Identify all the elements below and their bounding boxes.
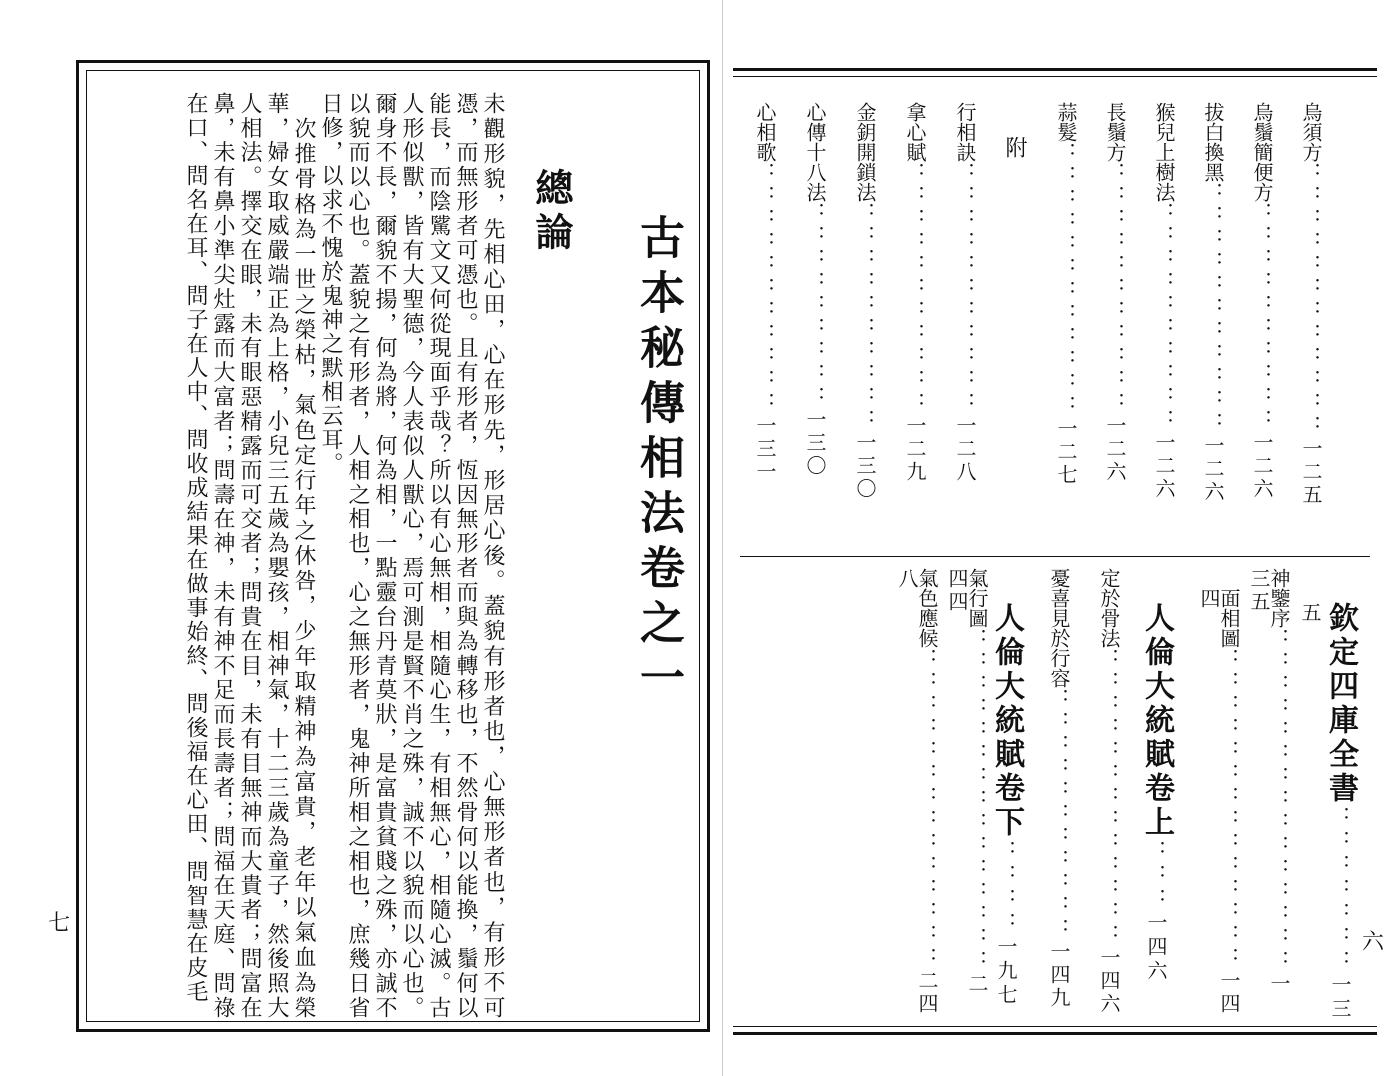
right-page-number: 六: [1362, 930, 1385, 955]
body-text: [114, 92, 506, 1020]
bottom-rule-thin: [733, 1026, 1377, 1027]
toc-item: 神鑒序：：：：：：：：：：：：：：：一三五: [1247, 568, 1291, 996]
toc-item: 拔白換黑：：：：：：：：：：：一二六: [1201, 102, 1225, 504]
left-page-number: 七: [48, 911, 71, 936]
toc-item: 蒜髮：：：：：：：：：：：：一二七: [1054, 102, 1078, 487]
toc-item: 烏鬚簡便方：：：：：：：：：：一二六: [1250, 102, 1274, 501]
top-rule-thin: [733, 76, 1377, 77]
paragraph-2: 次推骨格為一世之榮枯，氣色定行年之休咎，少年取精神為富貴，老年以氣血為榮華，婦女取威嚴端正為上格，小兒三五歲為嬰孩，相神氣，十二三歲為童子，然後照大人相法。擇交在眼，未有眼惡精露而可交者；問貴在目，未有目無神而大貴者；問富在鼻，未有鼻小準尖灶露而大富者；問壽在神，未有神不足而長壽者；問福在天庭、問祿在口、問名在耳、問子在人中、問收成結果在做事始終、問後福在心田、問智慧在皮毛: [183, 92, 316, 1021]
top-rule: [733, 68, 1377, 71]
toc-item: 猴兒上樹法：：：：：：：：：：一二六: [1152, 102, 1176, 501]
volume-lower-title: 人倫大統賦卷下：：：：一九七: [989, 602, 1024, 1008]
appendix-heading: 附: [1002, 136, 1027, 158]
toc-item: 憂喜見於行容：：：：：：：：：：：一四九: [1047, 568, 1071, 1010]
toc-item: 定於骨法：：：：：：：：：：：：：一四六: [1097, 568, 1121, 1016]
section-divider: [740, 556, 1370, 557]
toc-item: 烏須方：：：：：：：：：：：：一二五: [1299, 102, 1323, 507]
chapter-title: 古本秘傳相法卷之一: [632, 214, 685, 709]
toc-item: 拿心賦：：：：：：：：：：：一二九: [903, 102, 927, 484]
paragraph-1: 未觀形貌，先相心田，心在形先，形居心後。蓋貌有形者也，心無形者也，有形不可憑，而無形者可憑也。且有形者，恆因無形者而與為轉移也，不然骨何以能換，鬚何以能長，而陰騭文又何從現面乎哉？所以有心無相，相隨心生，有相無心，相隨心滅。古人形似獸，皆有大聖德，今人表似人獸心，焉可測是賢不肖之殊，誠不以貌而以心也。爾身不長，爾貌不揚，何為將，何為相，一點靈台丹青莫狀，是富貴貧賤之殊，亦誠不以貌而以心也。蓋貌之有形者，人相之相也，心之無形者，鬼神所相之相也，庶幾日省日修，以求不愧於鬼神之默相云耳。: [318, 92, 505, 1020]
toc-item: 氣色應候：：：：：：：：：：：：：：二四八: [895, 568, 939, 1016]
toc-item: 金鈅開鎖法：：：：：：：：：：一三〇: [853, 102, 877, 501]
section-heading: 總論: [529, 168, 574, 256]
paragraph-indent: [291, 92, 316, 117]
toc-item: 氣行圖：：：：：：：：：：：：：：：二四四: [945, 568, 989, 996]
toc-item: 面相圖：：：：：：：：：：：：：：一四四: [1197, 588, 1241, 1016]
toc-item: 心相歌：：：：：：：：：：：一三一: [753, 102, 777, 484]
right-page-frame: [733, 68, 1377, 1035]
collection-title: 欽定四庫全書：：：：：：：一三五: [1298, 602, 1358, 1022]
book-gutter: [722, 0, 723, 1076]
bottom-rule: [733, 1032, 1377, 1035]
volume-upper-title: 人倫大統賦卷上：：：一四六: [1139, 602, 1174, 984]
toc-item: 心傳十八法：：：：：：：：：一三〇: [803, 102, 827, 478]
toc-item: 長鬚方：：：：：：：：：：：一二六: [1103, 102, 1127, 484]
toc-item: 行相訣：：：：：：：：：：：一二八: [953, 102, 977, 484]
